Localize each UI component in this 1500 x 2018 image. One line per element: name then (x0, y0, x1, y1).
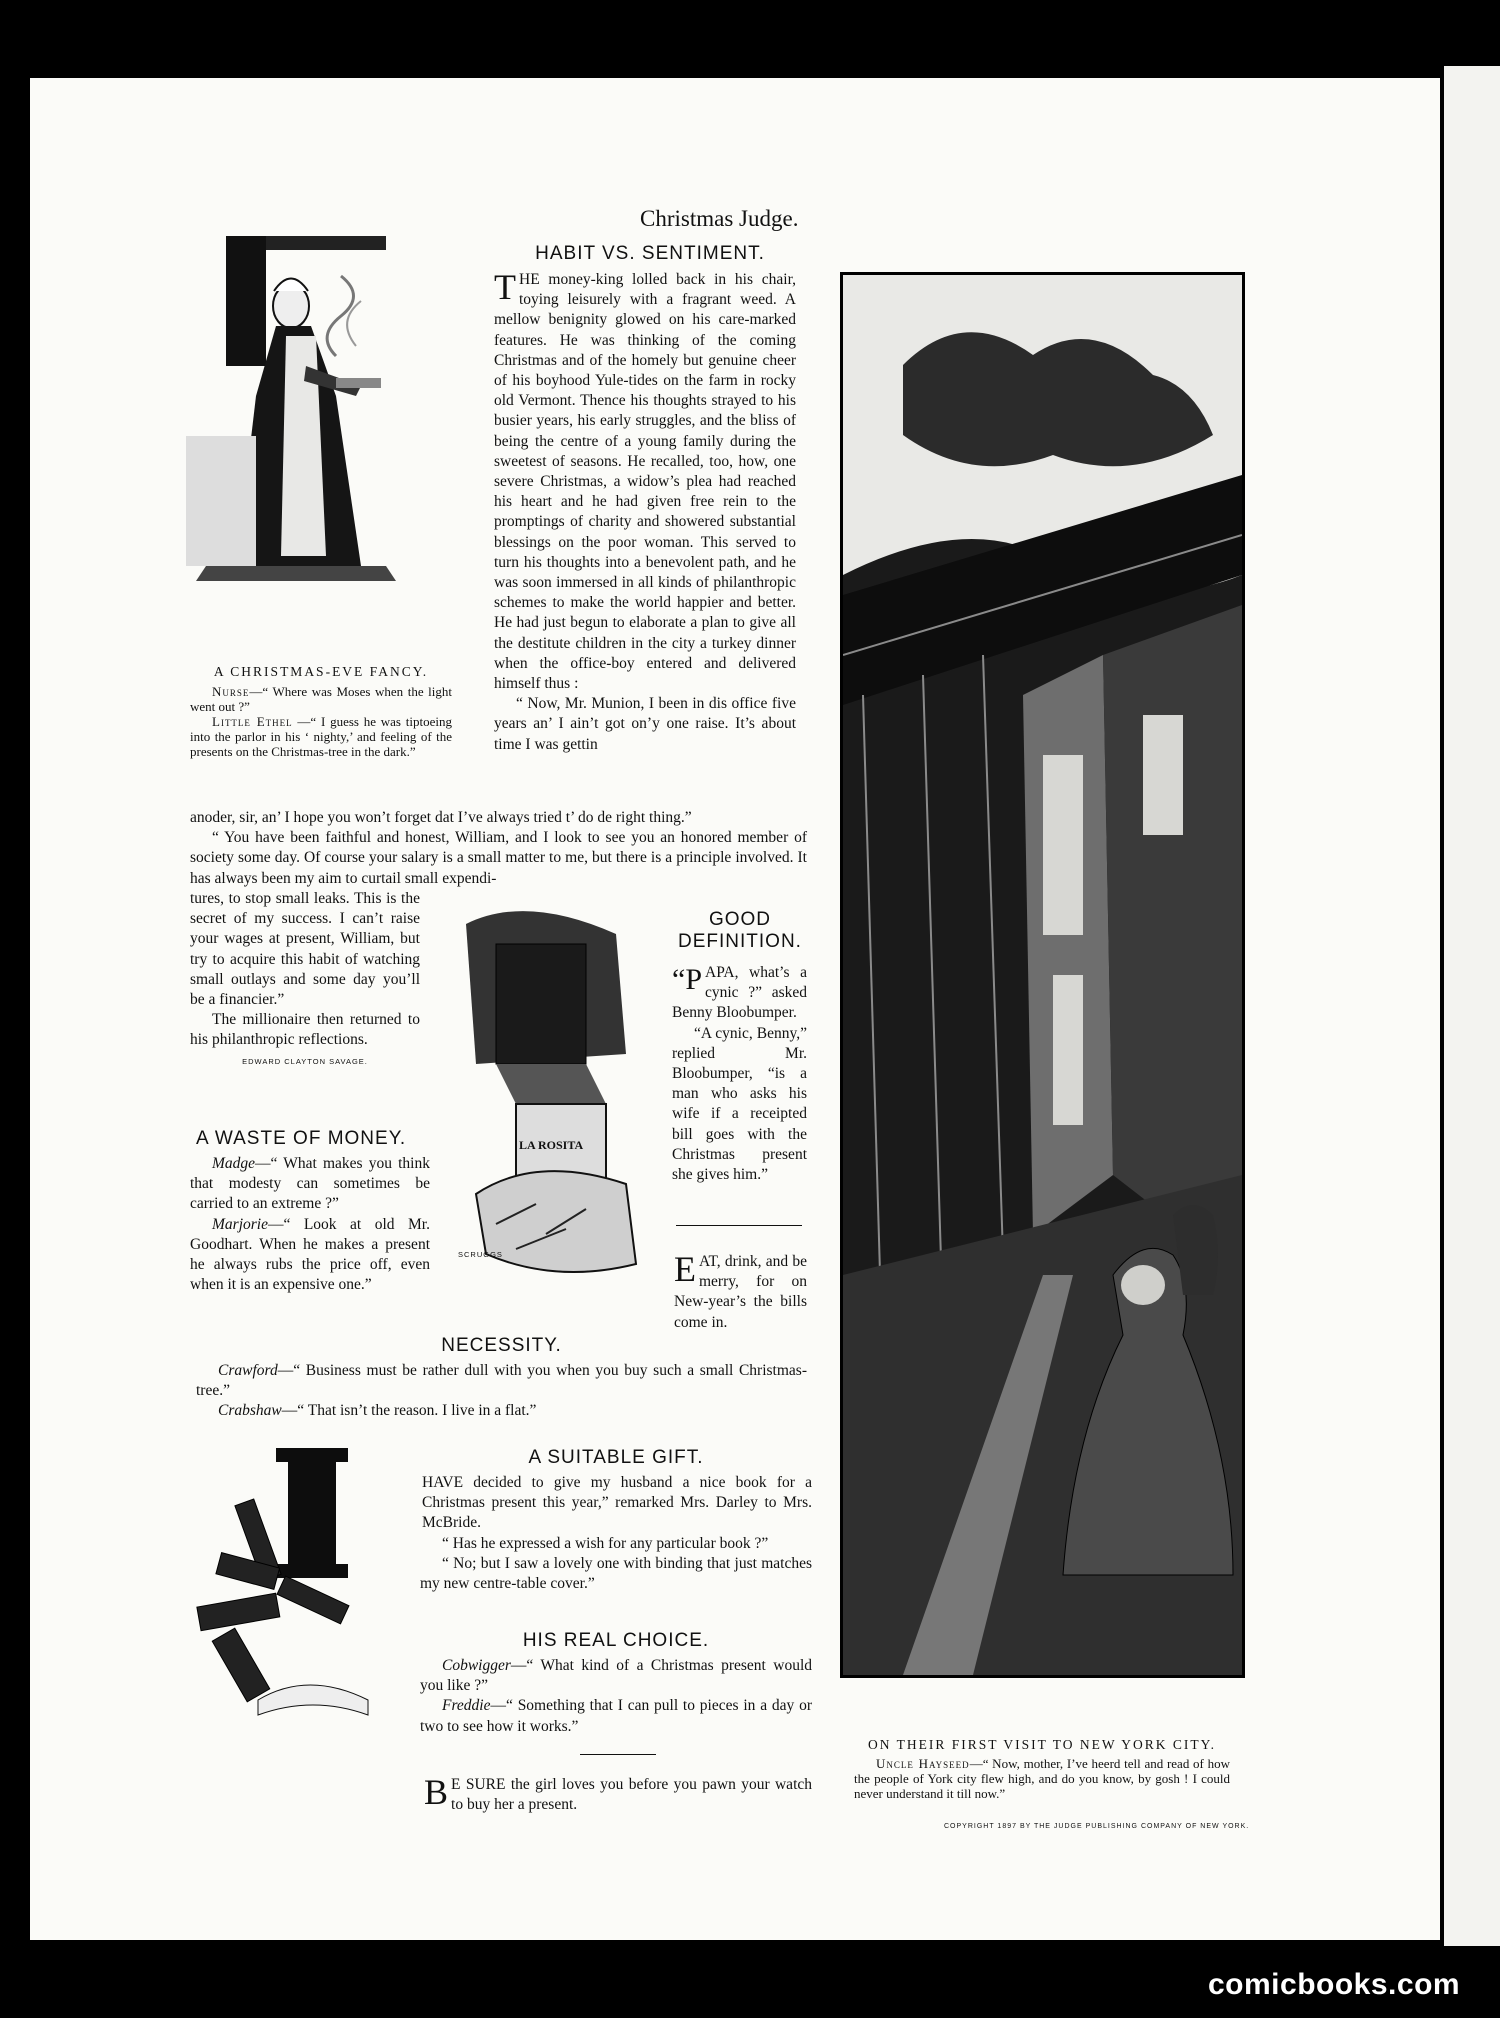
habit-author: EDWARD CLAYTON SAVAGE. (242, 1056, 368, 1066)
good-p1: APA, what’s a cynic ?” asked Benny Bloobumper. (672, 964, 807, 1022)
ethel-speaker: Little Ethel (212, 714, 293, 729)
cobwigger-speaker: Cobwigger (442, 1657, 511, 1674)
besure-text: E SURE the girl loves you before you pawn your watch to buy her a present. (451, 1776, 812, 1814)
waste-title: A WASTE OF MONEY. (196, 1128, 407, 1149)
visit-title: ON THEIR FIRST VISIT TO NEW YORK CITY. (867, 1737, 1217, 1752)
marjorie-line: —“ Look at old Mr. Goodhart. When he makes a present he always rubs the price off, even when it is an expensive one.” (190, 1215, 430, 1294)
marjorie-speaker: Marjorie (212, 1215, 268, 1233)
freddie-speaker: Freddie (442, 1697, 491, 1715)
nurse-speaker: Nurse (212, 684, 250, 699)
madge-line: —“ What makes you think that modesty can sometimes be carried to an extreme ?” (190, 1155, 430, 1213)
ethel-line: —“ I guess he was tiptoeing into the parlor in his ‘ nighty,’ and feeling of the presents on the Christmas-tree in the dark.” (190, 714, 452, 759)
habit-column (494, 267, 796, 755)
madge-speaker: Madge (212, 1155, 256, 1172)
choice-section (420, 1630, 812, 1737)
necessity-section (196, 1335, 807, 1422)
artist-signature: SCRUGGS (458, 1250, 503, 1259)
crawford-line: —“ Business must be rather dull with you when you buy such a small Christmas-tree.” (196, 1362, 807, 1400)
crabshaw-speaker: Crabshaw (218, 1402, 282, 1420)
visit-caption (854, 1737, 1230, 1801)
fancy-title: A CHRISTMAS-EVE FANCY. (213, 664, 429, 679)
habit-title: HABIT VS. SENTIMENT. (535, 243, 765, 264)
page-header: Christmas Judge. (640, 206, 799, 231)
facing-page-edge (1444, 66, 1500, 1946)
gift-p2: “ Has he expressed a wish for any particular book ?” (442, 1534, 769, 1552)
crabshaw-line: —“ That isn’t the reason. I live in a flat.” (281, 1402, 537, 1420)
box-label: LA ROSITA (519, 1138, 584, 1152)
besure-dropcap: B (424, 1772, 449, 1812)
eat-column (674, 1249, 807, 1333)
habit-p3b: tures, to stop small leaks. This is the secret of my success. I can’t raise your wages at present, William, but try to acquire this habit of watching small outlays and some day you’ll be a financier.” (190, 890, 420, 1009)
habit-p4: The millionaire then returned to his philanthropic reflections. (190, 1011, 420, 1049)
hayseed-speaker: Uncle Hayseed (876, 1756, 970, 1771)
site-watermark: comicbooks.com (1208, 1968, 1461, 2001)
nurse-line: —“ Where was Moses when the light went out ?” (190, 684, 452, 714)
gift-p1: HAVE decided to give my husband a nice book for a Christmas present this year,” remarked Mrs. Darley to Mrs. McBride. (422, 1474, 812, 1532)
books-illustration (188, 1440, 413, 1730)
cobwigger-line: —“ What kind of a Christmas present would you like ?” (420, 1657, 812, 1695)
divider (676, 1225, 802, 1226)
nurse-illustration (186, 236, 456, 626)
fancy-caption (190, 664, 452, 759)
eat-text: AT, drink, and be merry, for on New-year’s the bills come in. (674, 1253, 807, 1331)
cigar-box-illustration (456, 904, 666, 1296)
habit-left (190, 889, 420, 1073)
besure-section (424, 1772, 812, 1815)
good-p2: “A cynic, Benny,” replied Mr. Bloobumper, “is a man who asks his wife if a receipted bill goes with the Christmas present she gives him.” (672, 1024, 807, 1184)
choice-title: HIS REAL CHOICE. (522, 1630, 710, 1651)
habit-wide (190, 808, 807, 889)
necessity-title: NECESSITY. (441, 1335, 562, 1356)
habit-p3: “ You have been faithful and honest, William, and I look to see you an honored member of society some day. Of course your salary is a small matter to me, but there is a principle involved. It has always been my aim to curtail small expendi- (190, 829, 807, 887)
divider (580, 1754, 656, 1755)
eat-dropcap: E (674, 1249, 696, 1289)
habit-dropcap: T (494, 267, 516, 307)
gift-p3: “ No; but I saw a lovely one with binding that just matches my new centre-table cover.” (420, 1554, 812, 1593)
habit-p2: “ Now, Mr. Munion, I been in dis office five years an’ I ain’t got on’y one raise. It’s about time I was gettin (494, 695, 796, 753)
waste-column (190, 1128, 430, 1295)
habit-p1: HE money-king lolled back in his chair, toying leisurely with a fragrant weed. A mellow benignity glowed on his care-marked features. He was thinking of the coming Christmas and of the homely but genuine cheer of his boyhood Yule-tides on the farm in rocky old Vermont. Thence his thoughts strayed to his busier years, his early struggles, and the bliss of being the centre of a young family during the sweetest of seasons. He recalled, too, how, one severe Christmas, a widow’s plea had reached his heart and he had given free rein to the promptings of charity and showered substantial blessings on the poor woman. This served to turn his thoughts into a benevolent path, and he was soon immersed in all kinds of philanthropic schemes to make the world happier and better. He had just begun to elaborate a plan to give all the destitute children in the city a turkey dinner when the office-boy entered and delivered himself thus : (494, 271, 796, 693)
good-title-1: GOOD (708, 909, 772, 930)
copyright-notice: COPYRIGHT 1897 BY THE JUDGE PUBLISHING COMPANY OF NEW YORK. (944, 1823, 1250, 1830)
good-dropcap: “P (672, 963, 702, 996)
habit-p2b: anoder, sir, an’ I hope you won’t forget dat I’ve always tried t’ do de right thing.” (190, 809, 692, 826)
good-column (672, 963, 807, 1185)
gift-title: A SUITABLE GIFT. (528, 1447, 704, 1468)
gift-section (420, 1447, 812, 1594)
freddie-line: —“ Something that I can pull to pieces in a day or two to see how it works.” (420, 1697, 812, 1735)
crawford-speaker: Crawford (218, 1362, 278, 1379)
hayseed-line: —“ Now, mother, I’ve heerd tell and read of how the people of York city flew high, and do you know, by gosh ! I could never understand it till now.” (854, 1756, 1231, 1801)
new-york-illustration (840, 272, 1245, 1678)
good-title-2: DEFINITION. (678, 931, 802, 952)
